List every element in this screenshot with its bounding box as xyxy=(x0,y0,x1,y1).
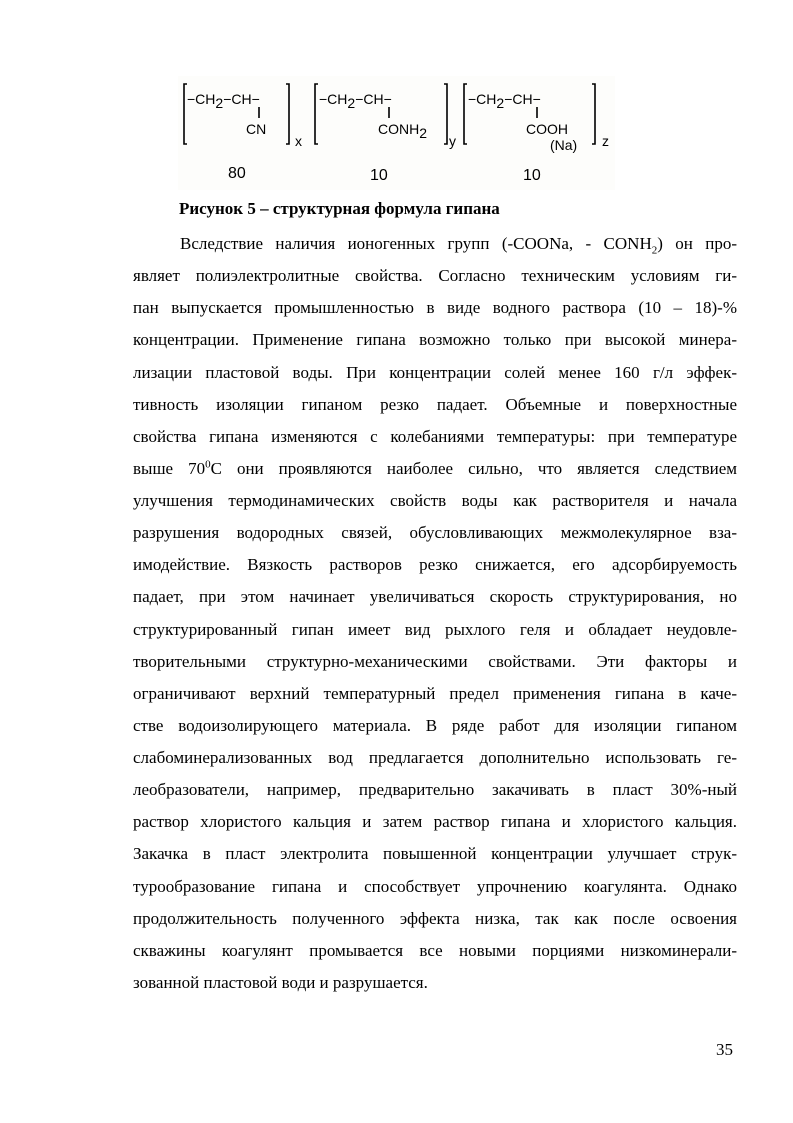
structural-formula-figure xyxy=(178,76,615,190)
bracket-right-3 xyxy=(592,84,595,144)
side-group-2: CONH2 xyxy=(378,121,428,141)
text-line: Закачка в пласт электролита повышенной концентрации улучшает струк- xyxy=(133,844,737,864)
text-line: концентрации. Применение гипана возможно только при высокой минера- xyxy=(133,330,737,350)
repeat-index-2: y xyxy=(449,133,456,149)
text-line: улучшения термодинамических свойств воды как растворителя и начала xyxy=(133,491,737,510)
text-line: раствор хлористого кальция и затем раствор гипана и хлористого кальция. xyxy=(133,812,737,832)
text-line: тивность изоляции гипаном резко падает. Объемные и поверхностные xyxy=(133,394,737,414)
structural-formula-drawing xyxy=(178,76,615,190)
body-paragraph xyxy=(133,228,737,999)
chain-text-3: −CH2−CH− xyxy=(468,91,541,111)
unit-count-2: 10 xyxy=(370,167,388,184)
text-line: ограничивают верхний температурный предел применения гипана в каче- xyxy=(133,683,737,703)
text-line: имодействие. Вязкость растворов резко снижается, его адсорбируемость xyxy=(133,555,737,575)
repeat-index-1: x xyxy=(295,133,302,149)
bracket-right-1 xyxy=(286,84,289,144)
side-group-1: CN xyxy=(246,121,267,137)
text-line: лизации пластовой воды. При концентрации солей менее 160 г/л эффек- xyxy=(133,362,737,382)
chain-text-1: −CH2−CH− xyxy=(187,91,260,111)
text-line: свойства гипана изменяются с колебаниями температуры: при температуре xyxy=(133,426,737,446)
text-line: являет полиэлектролитные свойства. Согласно техническим условиям ги- xyxy=(133,266,737,286)
side-group-3-alt: (Na) xyxy=(550,137,578,153)
bracket-right-2 xyxy=(444,84,447,144)
text-line: выше $70^0С$ они проявляются наиболее сильно, что является следствием xyxy=(133,458,737,478)
text-line: зованной пластовой води и разрушается. xyxy=(133,972,428,992)
text-line: продолжительность полученного эффекта низка, так как после освоения xyxy=(133,908,737,928)
text-line: структурированный гипан имеет вид рыхлого геля и обладает неудовле- xyxy=(133,619,737,639)
text-line: скважины коагулянт промывается все новыми порциями низкоминерали- xyxy=(133,940,737,960)
chain-text-2: −CH2−CH− xyxy=(319,91,392,111)
text-line: слабоминерализованных вод предлагается дополнительно использовать ге- xyxy=(133,748,737,767)
text-line: турообразование гипана и способствует упрочнению коагулянта. Однако xyxy=(133,876,737,896)
repeat-index-3: z xyxy=(602,133,609,149)
text-line: творительными структурно-механическими свойствами. Эти факторы и xyxy=(133,651,737,671)
page-number: 35 xyxy=(716,1040,733,1059)
text-line: разрушения водородных связей, обусловливающих межмолекулярное вза- xyxy=(133,523,737,543)
unit-count-3: 10 xyxy=(523,167,541,184)
figure-caption: Рисунок 5 – структурная формула гипана xyxy=(179,199,500,218)
text-line: падает, при этом начинает увеличиваться скорость структурирования, но xyxy=(133,587,737,607)
text-line: пан выпускается промышленностью в виде водного раствора (10 – 18)-% xyxy=(133,298,737,318)
text-line: стве водоизолирующего материала. В ряде работ для изоляции гипаном xyxy=(133,715,737,735)
unit-count-1: 80 xyxy=(228,165,246,182)
text-line: Вследствие наличия ионогенных групп (-COONa, - $CONH_2$) он про- xyxy=(180,234,737,257)
side-group-3: COOH xyxy=(526,121,568,137)
text-line: леобразователи, например, предварительно закачивать в пласт 30%-ный xyxy=(133,780,737,800)
bracket-left-2 xyxy=(315,84,318,144)
bracket-left-3 xyxy=(464,84,467,144)
